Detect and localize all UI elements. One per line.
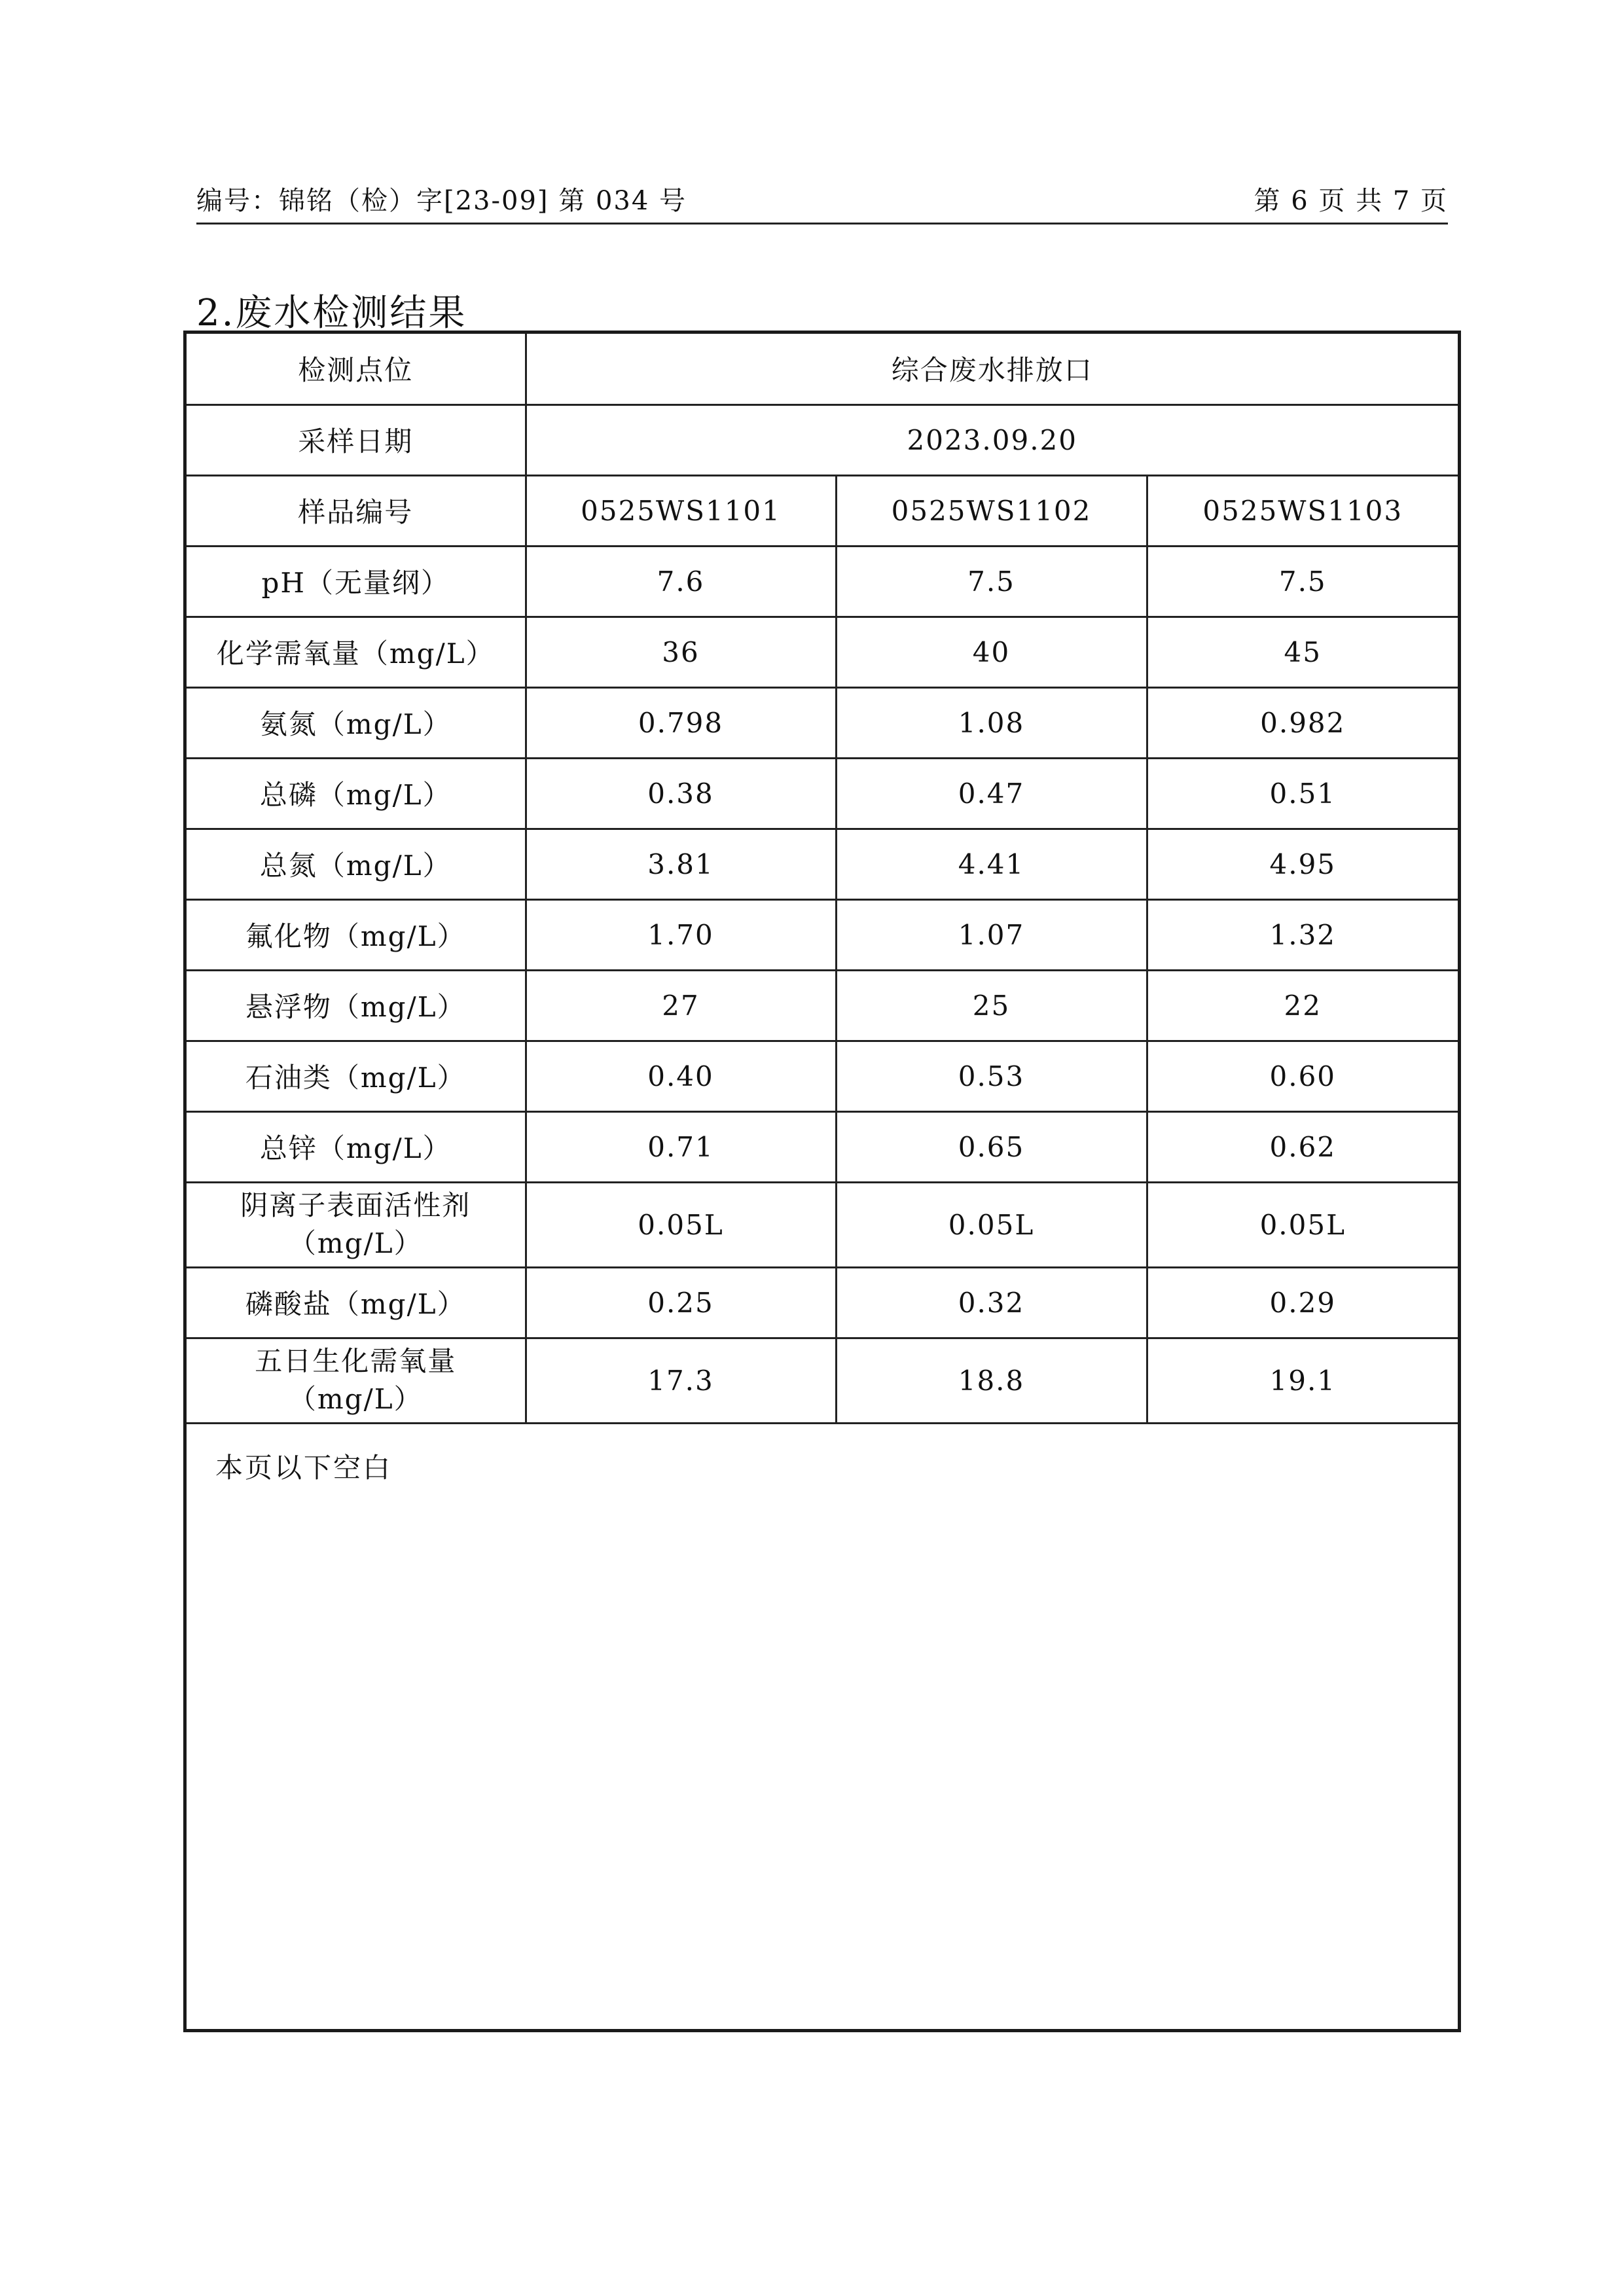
result-cell: 0.40 xyxy=(526,1041,836,1111)
result-cell: 0.29 xyxy=(1147,1267,1458,1338)
table-row xyxy=(187,687,1458,758)
parameter-name: 石油类（mg/L） xyxy=(187,1041,526,1111)
result-cell: 7.6 xyxy=(526,546,836,617)
result-cell: 3.81 xyxy=(526,829,836,899)
result-cell: 0.62 xyxy=(1147,1111,1458,1182)
parameter-name-line: 五日生化需氧量 xyxy=(255,1345,457,1377)
table-row xyxy=(187,475,1458,546)
result-cell: 0.05L xyxy=(836,1182,1147,1267)
result-cell: 0.60 xyxy=(1147,1041,1458,1111)
table-row xyxy=(187,617,1458,687)
result-cell: 18.8 xyxy=(836,1338,1147,1423)
table-row xyxy=(187,1111,1458,1182)
result-cell: 1.08 xyxy=(836,687,1147,758)
result-cell: 0.05L xyxy=(1147,1182,1458,1267)
parameter-unit-line: （mg/L） xyxy=(288,1227,423,1259)
result-cell: 1.07 xyxy=(836,899,1147,970)
result-cell: 0.53 xyxy=(836,1041,1147,1111)
parameter-name: 氨氮（mg/L） xyxy=(187,687,526,758)
location-label: 检测点位 xyxy=(187,334,526,404)
table-row xyxy=(187,546,1458,617)
location-value: 综合废水排放口 xyxy=(526,334,1458,404)
result-cell: 27 xyxy=(526,970,836,1041)
table-row xyxy=(187,1267,1458,1338)
date-value: 2023.09.20 xyxy=(526,404,1458,475)
result-cell: 0.51 xyxy=(1147,758,1458,829)
result-cell: 22 xyxy=(1147,970,1458,1041)
result-cell: 0.05L xyxy=(526,1182,836,1267)
table-row xyxy=(187,970,1458,1041)
results-frame xyxy=(183,331,1461,2032)
document-number: 编号：锦铭（检）字[23-09] 第 034 号 xyxy=(196,186,687,216)
section-title: 2.废水检测结果 xyxy=(196,292,467,334)
sample-label: 样品编号 xyxy=(187,475,526,546)
sample-id: 0525WS1103 xyxy=(1147,475,1458,546)
result-cell: 0.65 xyxy=(836,1111,1147,1182)
parameter-name xyxy=(187,1182,526,1267)
result-cell: 4.95 xyxy=(1147,829,1458,899)
parameter-name: pH（无量纲） xyxy=(187,546,526,617)
table-row xyxy=(187,829,1458,899)
result-cell: 0.25 xyxy=(526,1267,836,1338)
page-header xyxy=(196,175,1448,224)
result-cell: 0.71 xyxy=(526,1111,836,1182)
result-cell: 19.1 xyxy=(1147,1338,1458,1423)
page-indicator: 第 6 页 共 7 页 xyxy=(1254,186,1448,216)
table-row xyxy=(187,1182,1458,1267)
table-row xyxy=(187,1041,1458,1111)
result-cell: 0.38 xyxy=(526,758,836,829)
sample-id: 0525WS1102 xyxy=(836,475,1147,546)
parameter-name xyxy=(187,1338,526,1423)
table-row xyxy=(187,1338,1458,1423)
result-cell: 45 xyxy=(1147,617,1458,687)
blank-page-note: 本页以下空白 xyxy=(215,1452,393,1484)
result-cell: 4.41 xyxy=(836,829,1147,899)
result-cell: 25 xyxy=(836,970,1147,1041)
parameter-name: 化学需氧量（mg/L） xyxy=(187,617,526,687)
parameter-name-line: 阴离子表面活性剂 xyxy=(240,1189,471,1221)
result-cell: 7.5 xyxy=(1147,546,1458,617)
result-cell: 1.32 xyxy=(1147,899,1458,970)
date-label: 采样日期 xyxy=(187,404,526,475)
parameter-name: 磷酸盐（mg/L） xyxy=(187,1267,526,1338)
result-cell: 0.982 xyxy=(1147,687,1458,758)
parameter-name: 总氮（mg/L） xyxy=(187,829,526,899)
parameter-name: 悬浮物（mg/L） xyxy=(187,970,526,1041)
result-cell: 1.70 xyxy=(526,899,836,970)
table-row xyxy=(187,334,1458,404)
result-cell: 0.47 xyxy=(836,758,1147,829)
result-cell: 0.32 xyxy=(836,1267,1147,1338)
result-cell: 0.798 xyxy=(526,687,836,758)
parameter-unit-line: （mg/L） xyxy=(288,1383,423,1415)
sample-id: 0525WS1101 xyxy=(526,475,836,546)
wastewater-results-table xyxy=(187,334,1458,1424)
result-cell: 7.5 xyxy=(836,546,1147,617)
table-row xyxy=(187,758,1458,829)
table-row xyxy=(187,404,1458,475)
result-cell: 36 xyxy=(526,617,836,687)
parameter-name: 总磷（mg/L） xyxy=(187,758,526,829)
parameter-name: 总锌（mg/L） xyxy=(187,1111,526,1182)
result-cell: 40 xyxy=(836,617,1147,687)
parameter-name: 氟化物（mg/L） xyxy=(187,899,526,970)
table-row xyxy=(187,899,1458,970)
result-cell: 17.3 xyxy=(526,1338,836,1423)
